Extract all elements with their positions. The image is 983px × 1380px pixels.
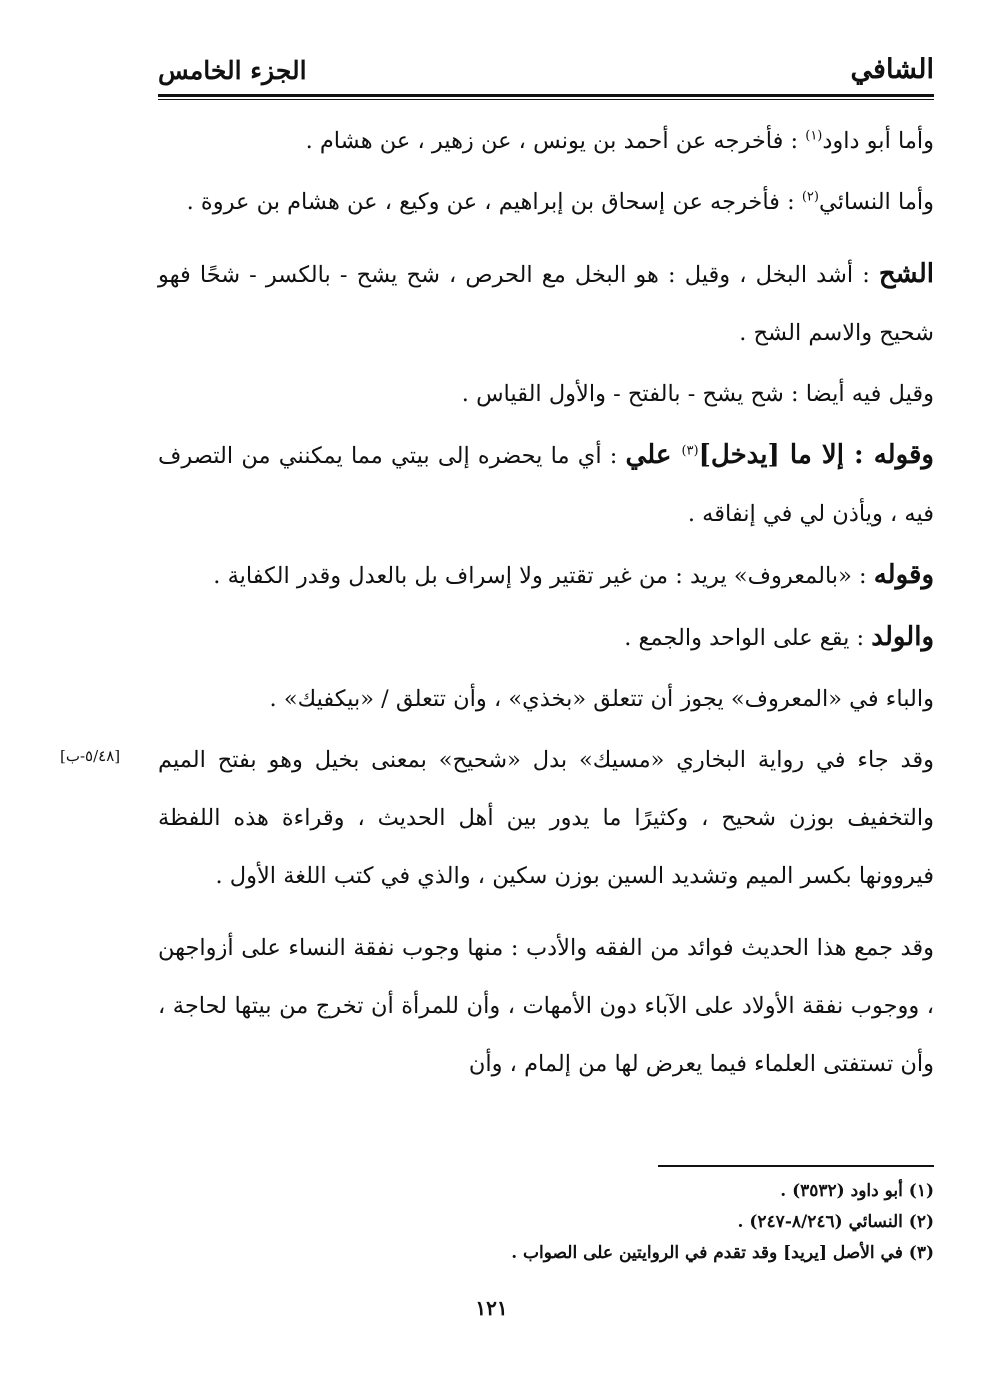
footnote-2: (٢) النسائي (٨/٢٤٦-٢٤٧) . <box>737 1212 934 1232</box>
lead-word: وقوله : إلا ما [يدخل] <box>698 440 934 470</box>
paragraph-text: : أشد البخل ، وقيل : هو البخل مع الحرص ، شح يشح - بالكسر - شحًا فهو شحيح والاسم الشح . <box>158 262 934 346</box>
header-rule-thin <box>158 99 934 100</box>
footnote-ref-3: (٣) <box>681 443 699 459</box>
lead-word: والولد <box>871 622 934 652</box>
footnote-separator <box>658 1165 934 1167</box>
book-title: الشافي <box>850 54 934 85</box>
page-header <box>158 38 934 94</box>
main-text <box>158 112 934 1096</box>
paragraph-text: وقد جاء في رواية البخاري «مسيك» بدل «شحيح» بمعنى بخيل وهو بفتح الميم والتخفيف بوزن شحيح ، وكثيرًا ما يدور بين أهل الحديث ، وقراءة هذه اللفظة فيروونها بكسر الميم وتشديد السين بوزن سكين ، والذي في كتب اللغة الأول . <box>158 747 934 889</box>
paragraph-fawaid <box>158 919 934 1093</box>
header-rule-thick <box>158 94 934 97</box>
footnote-3: (٣) في الأصل [يريد] وقد تقدم في الروايتين على الصواب . <box>511 1243 934 1263</box>
paragraph-abu-dawud <box>158 112 934 170</box>
paragraph-shuhh <box>158 245 934 362</box>
paragraph-text: وقد جمع هذا الحديث فوائد من الفقه والأدب : منها وجوب نفقة النساء على أزواجهن ، ووجوب نفقة الأولاد على الآباء دون الأمهات ، وأن للمرأة أن تخرج من بيتها لحاجة ، وأن تستفتى العلماء فيما يعرض لها من إلمام ، وأن <box>158 935 934 1077</box>
lead-word: الشح <box>878 259 934 289</box>
paragraph-nasai <box>158 173 934 231</box>
paragraph-maruf <box>158 546 934 605</box>
paragraph-text: : فأخرجه عن إسحاق بن إبراهيم ، عن وكيع ، عن هشام بن عروة . <box>186 189 802 215</box>
paragraph-text: : فأخرجه عن أحمد بن يونس ، عن زهير ، عن هشام . <box>305 128 806 154</box>
paragraph-text: وقيل فيه أيضا : شح يشح - بالفتح - والأول القياس . <box>461 381 934 407</box>
paragraph-text: : «بالمعروف» يريد : من غير تقتير ولا إسراف بل بالعدل وقدر الكفاية . <box>213 563 874 589</box>
paragraph-text: : يقع على الواحد والجمع . <box>624 625 872 651</box>
paragraph-walad <box>158 608 934 667</box>
lead-word-2: علي <box>625 440 682 470</box>
paragraph-bukhari <box>158 731 934 905</box>
manuscript-folio-note: [٥/٤٨-ب] <box>60 747 121 765</box>
page-number: ١٢١ <box>475 1296 508 1320</box>
paragraph-text: والباء في «المعروف» يجوز أن تتعلق «بخذي» ، وأن تتعلق / «بيكفيك» . <box>269 686 934 712</box>
paragraph-baa <box>158 670 934 728</box>
volume-label: الجزء الخامس <box>158 56 307 85</box>
paragraph-illa-ma <box>158 426 934 543</box>
footnote-ref-2: (٢) <box>801 189 819 205</box>
paragraph-text: : أي ما يحضره إلى بيتي مما يمكنني من التصرف فيه ، ويأذن لي في إنفاقه . <box>158 443 934 527</box>
paragraph-qila <box>158 365 934 423</box>
paragraph-prefix: وأما النسائي <box>818 189 934 215</box>
paragraph-prefix: وأما أبو داود <box>822 128 934 154</box>
lead-word: وقوله <box>873 560 934 590</box>
footnote-ref-1: (١) <box>805 128 823 144</box>
footnotes <box>158 1176 934 1269</box>
footnote-1: (١) أبو داود (٣٥٣٢) . <box>780 1181 934 1201</box>
